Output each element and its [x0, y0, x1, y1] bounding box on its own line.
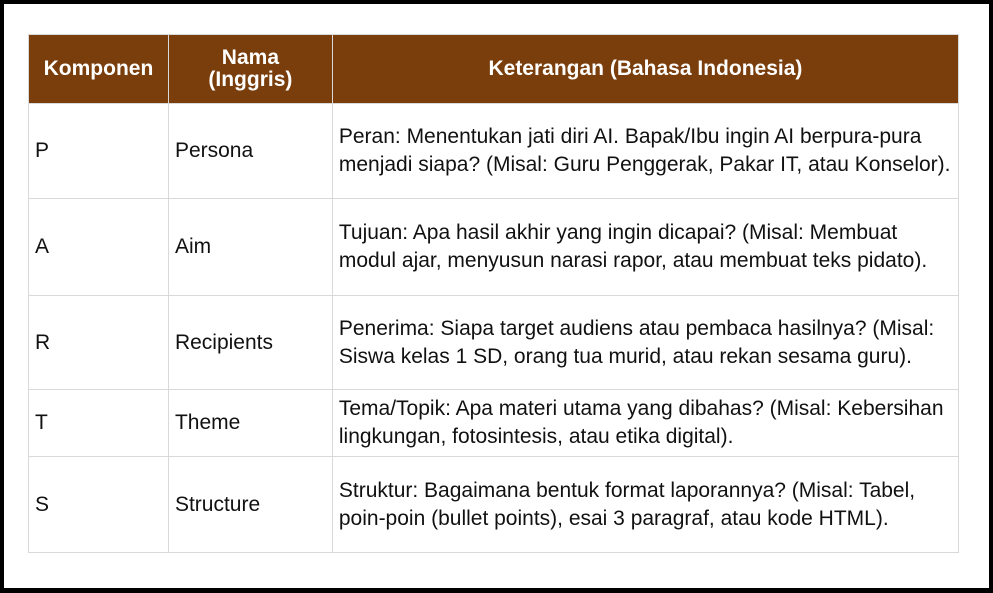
cell-component: P — [29, 104, 169, 199]
cell-english-name: Structure — [168, 457, 332, 553]
header-english-name — [168, 35, 332, 104]
cell-description: Peran: Menentukan jati diri AI. Bapak/Ibu ingin AI berpura-pura menjadi siapa? (Misal: Guru Penggerak, Pakar IT, atau Konselor). — [332, 104, 958, 199]
cell-description: Struktur: Bagaimana bentuk format laporannya? (Misal: Tabel, poin-poin (bullet points), esai 3 paragraf, atau kode HTML). — [332, 457, 958, 553]
cell-english-name: Theme — [168, 390, 332, 457]
cell-component: A — [29, 199, 169, 296]
table-row — [29, 296, 959, 390]
cell-description: Tujuan: Apa hasil akhir yang ingin dicapai? (Misal: Membuat modul ajar, menyusun narasi rapor, atau membuat teks pidato). — [332, 199, 958, 296]
table-row — [29, 199, 959, 296]
cell-english-name: Recipients — [168, 296, 332, 390]
table-row — [29, 104, 959, 199]
cell-english-name: Aim — [168, 199, 332, 296]
table-header-row — [29, 35, 959, 104]
table-row — [29, 390, 959, 457]
table-row — [29, 457, 959, 553]
paraphrase-components-table — [28, 34, 959, 553]
cell-component: T — [29, 390, 169, 457]
cell-component: R — [29, 296, 169, 390]
cell-english-name: Persona — [168, 104, 332, 199]
cell-description: Tema/Topik: Apa materi utama yang dibahas? (Misal: Kebersihan lingkungan, fotosintesis, atau etika digital). — [332, 390, 958, 457]
header-english-name-text: Nama (Inggris) — [208, 46, 293, 91]
cell-description: Penerima: Siapa target audiens atau pembaca hasilnya? (Misal: Siswa kelas 1 SD, orang tua murid, atau rekan sesama guru). — [332, 296, 958, 390]
cell-component: S — [29, 457, 169, 553]
header-component: Komponen — [29, 35, 169, 104]
header-description: Keterangan (Bahasa Indonesia) — [332, 35, 958, 104]
